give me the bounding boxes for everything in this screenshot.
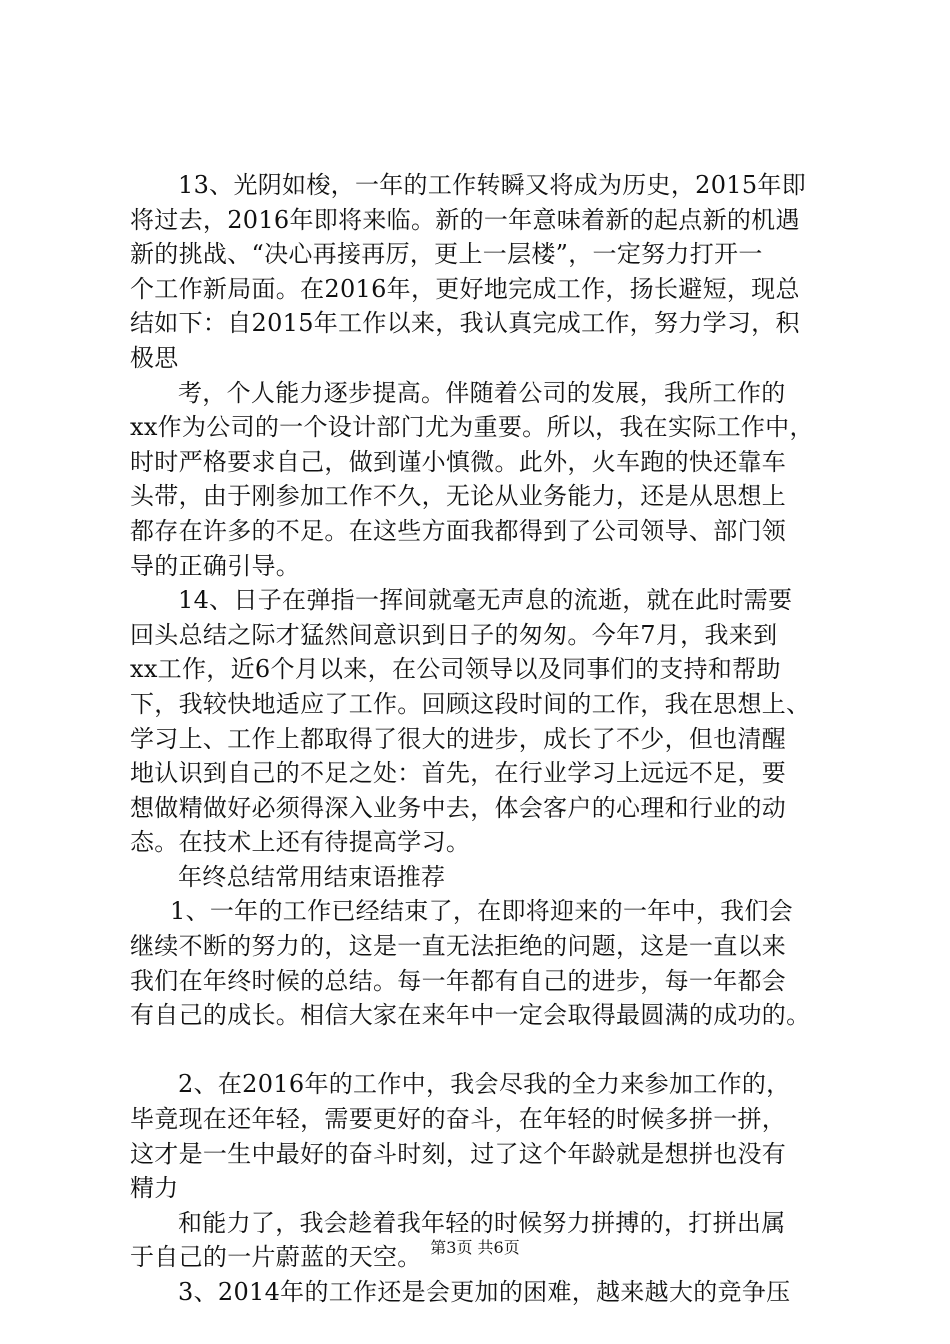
text-line: 结如下：自2015年工作以来，我认真完成工作，努力学习，积 — [130, 309, 800, 338]
text-line: 新的挑战、“决心再接再厉，更上一层楼”，一定努力打开一 — [130, 240, 763, 269]
document-body — [130, 168, 835, 1310]
text-line: 毕竟现在还年轻，需要更好的奋斗，在年轻的时候多拼一拼， — [130, 1105, 787, 1134]
text-line: 将过去，2016年即将来临。新的一年意味着新的起点新的机遇 — [130, 205, 800, 234]
text-line: 1、一年的工作已经结束了，在即将迎来的一年中，我们会 — [170, 897, 794, 926]
text-line: 14、日子在弹指一挥间就毫无声息的流逝，就在此时需要 — [178, 586, 793, 615]
text-line: 于自己的一片蔚蓝的天空。 — [130, 1243, 422, 1272]
text-line: 有自己的成长。相信大家在来年中一定会取得最圆满的成功的。 — [130, 1001, 811, 1030]
section-heading: 年终总结常用结束语推荐 — [178, 862, 446, 891]
text-line: 极思 — [130, 343, 179, 372]
text-line: 下，我较快地适应了工作。回顾这段时间的工作，我在思想上、 — [130, 689, 811, 718]
text-line: 继续不断的努力的，这是一直无法拒绝的问题，这是一直以来 — [130, 932, 787, 961]
text-line: 13、光阴如梭，一年的工作转瞬又将成为历史，2015年即 — [178, 171, 807, 199]
text-line: 个工作新局面。在2016年，更好地完成工作，扬长避短，现总 — [130, 274, 800, 303]
blank-line — [130, 1033, 835, 1068]
text-line: 态。在技术上还有待提高学习。 — [130, 828, 471, 857]
text-line: 头带，由于刚参加工作不久，无论从业务能力，还是从思想上 — [130, 482, 787, 511]
text-line: 回头总结之际才猛然间意识到日子的匆匆。今年7月，我来到 — [130, 620, 778, 649]
text-line: 这才是一生中最好的奋斗时刻，过了这个年龄就是想拼也没有 — [130, 1139, 787, 1168]
text-line: 想做精做好必须得深入业务中去，体会客户的心理和行业的动 — [130, 793, 787, 822]
text-line: 考，个人能力逐步提高。伴随着公司的发展，我所工作的 — [178, 378, 786, 407]
text-line: 地认识到自己的不足之处：首先，在行业学习上远远不足，要 — [130, 759, 787, 788]
text-line: 时时严格要求自己，做到谨小慎微。此外，火车跑的快还靠车 — [130, 447, 787, 476]
text-line: 3、2014年的工作还是会更加的困难，越来越大的竞争压 — [178, 1278, 791, 1306]
text-line: 和能力了，我会趁着我年轻的时候努力拼搏的，打拼出属 — [178, 1208, 786, 1237]
text-line: 导的正确引导。 — [130, 551, 301, 580]
text-line: 都存在许多的不足。在这些方面我都得到了公司领导、部门领 — [130, 516, 787, 545]
text-line: 2、在2016年的工作中，我会尽我的全力来参加工作的， — [178, 1070, 791, 1099]
text-line: xx作为公司的一个设计部门尤为重要。所以，我在实际工作中， — [130, 413, 814, 442]
text-line: xx工作，近6个月以来，在公司领导以及同事们的支持和帮助 — [130, 655, 781, 684]
text-line: 我们在年终时候的总结。每一年都有自己的进步，每一年都会 — [130, 966, 787, 995]
text-line: 精力 — [130, 1174, 179, 1203]
page-footer: 第3页 共6页 — [430, 1238, 520, 1257]
text-line: 学习上、工作上都取得了很大的进步，成长了不少，但也清醒 — [130, 724, 787, 753]
